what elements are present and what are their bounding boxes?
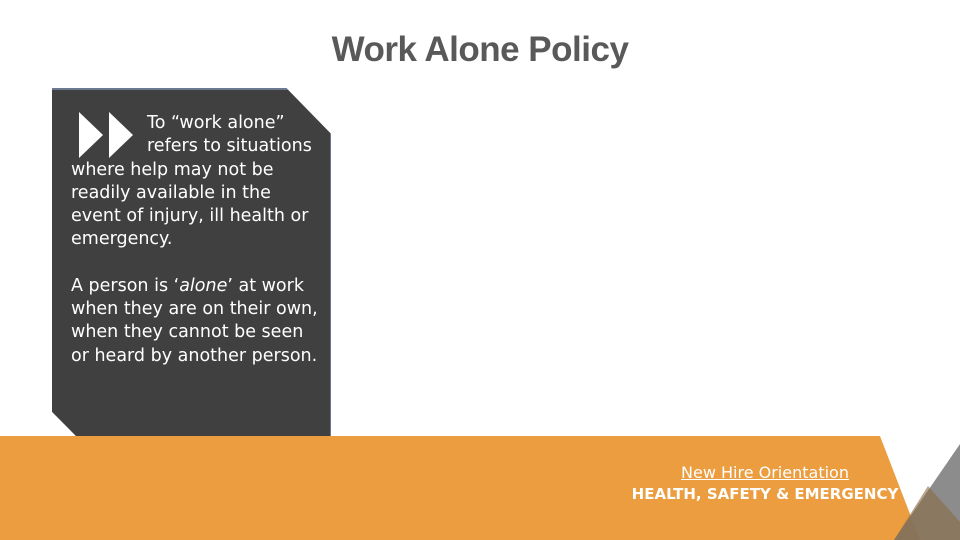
paragraph-alone [71, 275, 321, 368]
paragraph-alone-end: ’ at work when they are on their own, when they cannot be seen or heard by another person. [71, 275, 318, 366]
panel-text [71, 112, 321, 368]
double-arrow-icon [79, 112, 137, 158]
alone-emphasis: alone [179, 275, 228, 296]
paragraph-alone-start: A person is ‘ [71, 275, 180, 296]
paragraph-definition: To “work alone” refers to situations where help may not be readily available in the event of injury, ill health or emergency. [71, 113, 312, 250]
footer-subtitle: HEALTH, SAFETY & EMERGENCY [631, 485, 899, 503]
slide-title: Work Alone Policy [331, 30, 629, 69]
orientation-link[interactable]: New Hire Orientation [681, 463, 849, 482]
